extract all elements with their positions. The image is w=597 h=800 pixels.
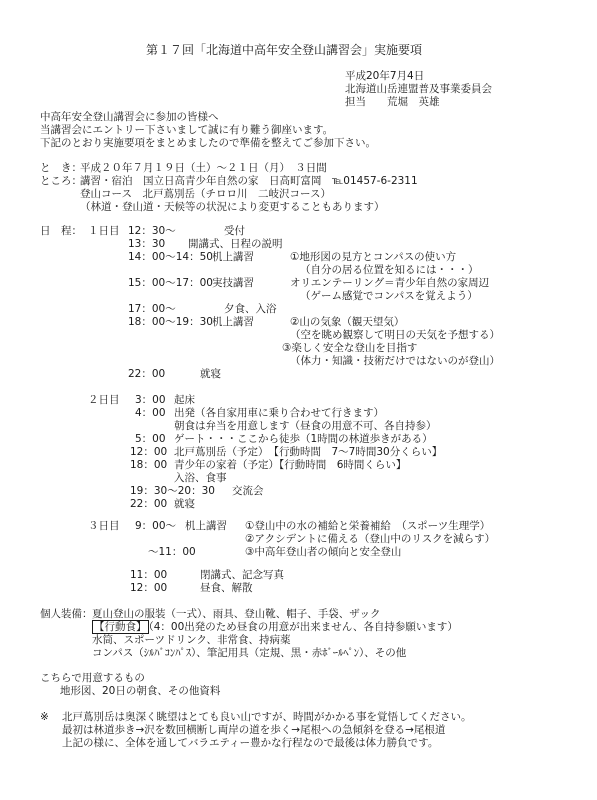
- day3-time: 12：00: [130, 582, 168, 594]
- day1-item: 受付: [224, 225, 245, 237]
- day1-label: １日目: [88, 225, 120, 237]
- day2-label: ２日目: [88, 394, 120, 406]
- day2-item: 起床: [174, 394, 195, 406]
- day2-time: 5：00: [135, 433, 166, 445]
- day1-item: 夕食、入浴: [224, 303, 277, 315]
- intro-line-3: 下記のとおり実施要項をまとめましたので準備を整えてご参加下さい。: [40, 137, 376, 149]
- day3-time: 11：00: [130, 569, 168, 581]
- day1-item: 開講式、日程の説明: [188, 238, 283, 250]
- where-label: ところ：: [40, 175, 82, 187]
- day1-detail: ②山の気象（観天望気）: [290, 316, 405, 328]
- day2-time: 19：30～20：30: [130, 485, 215, 497]
- action-food-boxed-label: 【行動食】: [94, 621, 147, 633]
- day1-item: 就寝: [200, 368, 221, 380]
- day3-detail: ②アクシデントに備える（登山中のリスクを減らす）: [245, 533, 496, 545]
- day1-detail: （体力・知識・技術だけではないのが登山）: [290, 355, 500, 367]
- where-line-2: 登山コース 北戸蔦別岳（チロロ川 二岐沢コース）: [80, 188, 331, 200]
- day2-item: 就寝: [174, 498, 195, 510]
- day2-item: 北戸蔦別岳（予定） 【行動時間 7～7時間30分くらい】: [174, 446, 443, 458]
- note-line-1: 北戸蔦別岳は奥深く眺望はとても良い山ですが、時間がかかる事を覚悟してください。: [62, 711, 472, 723]
- day3-item: 昼食、解散: [200, 582, 253, 594]
- day1-detail: （自分の居る位置を知るには・・・）: [300, 264, 479, 276]
- day1-item: 机上講習: [212, 316, 254, 328]
- header-person: 担当 荒堀 英雄: [345, 96, 440, 108]
- day2-time: 4：00: [135, 407, 166, 419]
- day3-detail: ③中高年登山者の傾向と安全登山: [245, 546, 402, 558]
- day3-detail: ①登山中の水の補給と栄養補給 （スポーツ生理学）: [245, 520, 491, 532]
- day1-detail: ③楽しく安全な登山を目指す: [282, 342, 418, 354]
- day2-item: 青少年の家着（予定）【行動時間 6時間くらい】: [174, 459, 407, 471]
- day1-time: 15：00～17：00: [128, 277, 213, 289]
- day1-time: 13：30: [128, 238, 166, 250]
- day1-detail: ①地形図の見方とコンパスの使い方: [290, 251, 457, 263]
- day3-time: 9：00～: [135, 520, 177, 532]
- day2-item: 出発（各自家用車に乗り合わせて行きます）: [174, 407, 384, 419]
- day1-time: 14：00～14：50: [128, 251, 213, 263]
- day2-time: 3：00: [135, 394, 166, 406]
- day1-item: 実技講習: [212, 277, 254, 289]
- prepared-heading: こちらで用意するもの: [40, 672, 145, 684]
- equipment-line-2: [92, 622, 458, 633]
- day1-item: 机上講習: [212, 251, 254, 263]
- day1-time: 22：00: [128, 368, 166, 380]
- schedule-label: 日 程：: [40, 225, 82, 237]
- day1-time: 18：00～19：30: [128, 316, 213, 328]
- equipment-line-2-note: （4：00出発のため昼食の用意が出来ません、各自持参願います）: [148, 621, 458, 633]
- where-line-1: 講習・宿泊 国立日高青少年自然の家 日高町富岡 ℡01457-6-2311: [80, 175, 418, 187]
- day3-label: ３日目: [88, 520, 120, 532]
- intro-line-1: 中高年安全登山講習会に参加の皆様へ: [40, 111, 219, 123]
- day3-time: ～11：00: [148, 546, 196, 558]
- equipment-label: 個人装備：: [40, 608, 93, 620]
- day2-time: 12：00: [130, 446, 168, 458]
- intro-line-2: 当講習会にエントリー下さいまして誠に有り難う御座います。: [40, 124, 334, 136]
- day2-item: 入浴、食事: [174, 472, 227, 484]
- note-mark: ※: [40, 711, 49, 723]
- day1-detail: オリエンテーリング＝青少年自然の家周辺: [290, 277, 490, 289]
- day2-item: 交流会: [232, 485, 264, 497]
- day1-time: 12：30～: [128, 225, 176, 237]
- note-line-3: 上記の様に、全体を通してバラエティー豊かな行程なので最後は体力勝負です。: [62, 737, 439, 749]
- equipment-line-1: 夏山登山の服装（一式）、雨具、登山靴、帽子、手袋、ザック: [92, 608, 381, 620]
- header-org: 北海道山岳連盟普及事業委員会: [345, 83, 492, 95]
- header-date: 平成20年7月4日: [345, 70, 425, 82]
- where-line-3: （林道・登山道・天候等の状況により変更することもあります）: [80, 201, 385, 213]
- day1-detail: （ゲーム感覚でコンパスを覚えよう）: [300, 290, 478, 302]
- day1-time: 17：00～: [128, 303, 176, 315]
- day2-time: 22：00: [130, 498, 168, 510]
- prepared-text: 地形図、20日の朝食、その他資料: [60, 685, 221, 697]
- note-line-2: 最初は林道歩き→沢を数回横断し両岸の道を歩く→尾根への急傾斜を登る→尾根道: [62, 724, 446, 736]
- day1-detail: （空を眺め観察して明日の天気を予想する）: [290, 329, 500, 341]
- day3-item: 机上講習: [185, 520, 227, 532]
- when-label: と き：: [40, 162, 82, 174]
- equipment-line-3: 水筒、スポーツドリンク、非常食、持病薬: [92, 634, 291, 646]
- day2-item: ゲート・・・ここから徒歩（1時間の林道歩きがある）: [174, 433, 433, 445]
- document-title: 第１７回「北海道中高年安全登山講習会」実施要項: [146, 43, 423, 57]
- day3-item: 閉講式、記念写真: [200, 569, 284, 581]
- day2-time: 18：00: [130, 459, 168, 471]
- equipment-line-4: コンパス（ｼﾙﾊﾞｺﾝﾊﾟｽ）、筆記用具（定規、黒・赤ﾎﾞｰﾙﾍﾟﾝ）、その他: [92, 647, 407, 659]
- day2-item: 朝食は弁当を用意します（昼食の用意不可、各自持参）: [174, 420, 437, 432]
- when-text: 平成２０年７月１９日（土）～２１日（月） ３日間: [80, 162, 327, 174]
